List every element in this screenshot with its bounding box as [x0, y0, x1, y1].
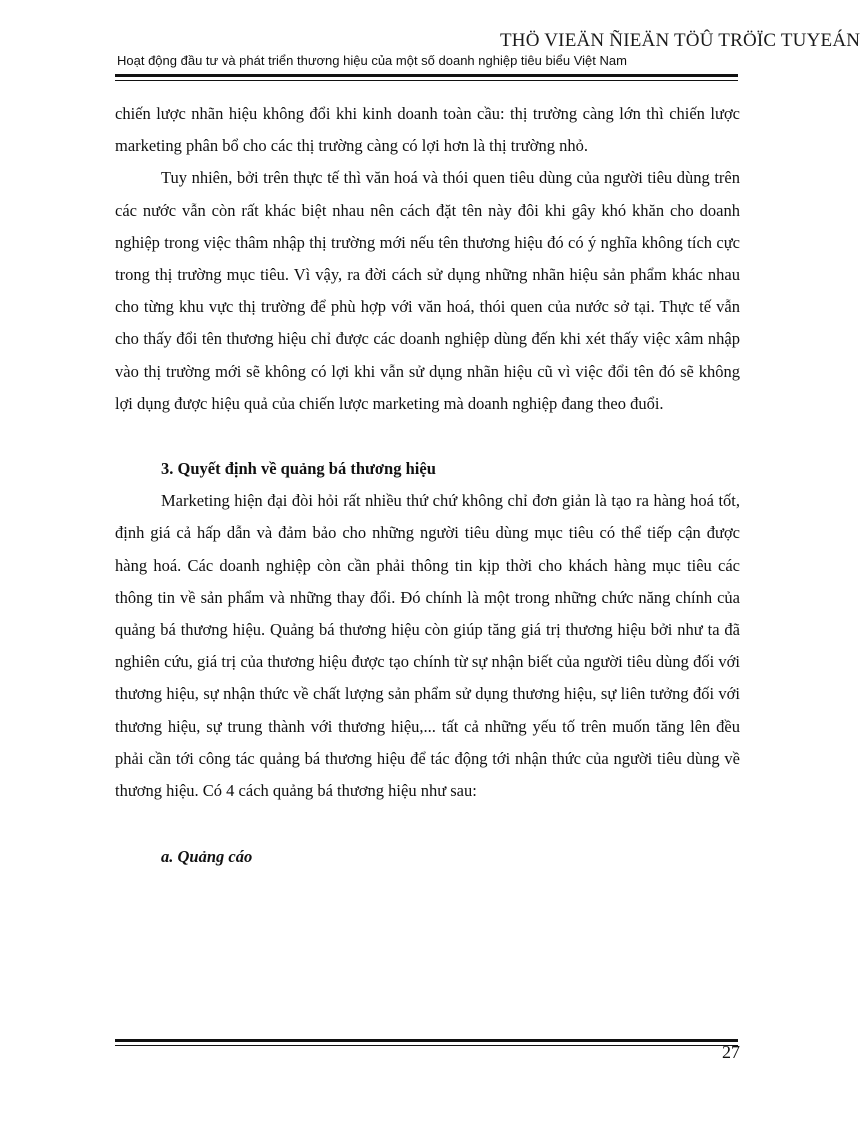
header-rule	[115, 74, 738, 81]
section-heading: 3. Quyết định về quảng bá thương hiệu	[161, 459, 436, 479]
page-number: 27	[722, 1042, 740, 1062]
paragraph-continuation: chiến lược nhãn hiệu không đổi khi kinh doanh toàn cầu: thị trường càng lớn thì chiến lược marketing phân bổ cho các thị trường càng có lợi hơn là thị trường nhỏ.	[115, 104, 740, 156]
footer-rule	[115, 1039, 738, 1046]
running-header-title: Hoạt động đầu tư và phát triển thương hiệu của một số doanh nghiệp tiêu biểu Việt Nam	[117, 53, 627, 68]
page-body	[115, 98, 740, 873]
section-spacer	[115, 420, 740, 453]
paragraph-naming-strategy: Tuy nhiên, bởi trên thực tế thì văn hoá và thói quen tiêu dùng của người tiêu dùng trên các nước vẫn còn rất khác biệt nhau nên cách đặt tên này đôi khi gây khó khăn cho doanh nghiệp trong việc thâm nhập thị trường mới nếu tên thương hiệu đó có ý nghĩa không tích cực trong thị trường mục tiêu. Vì vậy, ra đời cách sử dụng những nhãn hiệu sản phẩm khác nhau cho từng khu vực thị trường để phù hợp với văn hoá, thói quen của nước sở tại. Thực tế vẫn cho thấy đổi tên thương hiệu chỉ được các doanh nghiệp dùng đến khi xét thấy việc xâm nhập vào thị trường mới sẽ không có lợi khi vẫn sử dụng nhãn hiệu cũ vì việc đổi tên đó sẽ không lợi dụng được hiệu quả của chiến lược marketing mà doanh nghiệp đang theo đuổi.	[115, 168, 740, 413]
paragraph-brand-promotion: Marketing hiện đại đòi hỏi rất nhiều thứ chứ không chỉ đơn giản là tạo ra hàng hoá tốt, định giá cả hấp dẫn và đảm bảo cho những người tiêu dùng mục tiêu có thể tiếp cận được hàng hoá. Các doanh nghiệp còn cần phải thông tin kịp thời cho khách hàng mục tiêu các thông tin về sản phẩm và những thay đổi. Đó chính là một trong những chức năng chính của quảng bá thương hiệu. Quảng bá thương hiệu còn giúp tăng giá trị thương hiệu bởi như ta đã nghiên cứu, giá trị của thương hiệu được tạo chính từ sự nhận biết của người tiêu dùng đối với thương hiệu, sự nhận thức về chất lượng sản phẩm sử dụng thương hiệu, sự liên tưởng đối với thương hiệu, sự trung thành với thương hiệu,... tất cả những yếu tố trên muốn tăng lên đều phải cần tới công tác quảng bá thương hiệu để tác động tới nhận thức của người tiêu dùng về thương hiệu. Có 4 cách quảng bá thương hiệu như sau:	[115, 491, 740, 801]
subsection-spacer	[115, 807, 740, 841]
subsection-heading: a. Quảng cáo	[161, 847, 253, 867]
watermark-text: THÖ VIEÄN ÑIEÄN TÖÛ TRÖÏC TUYEÁN	[500, 30, 860, 51]
